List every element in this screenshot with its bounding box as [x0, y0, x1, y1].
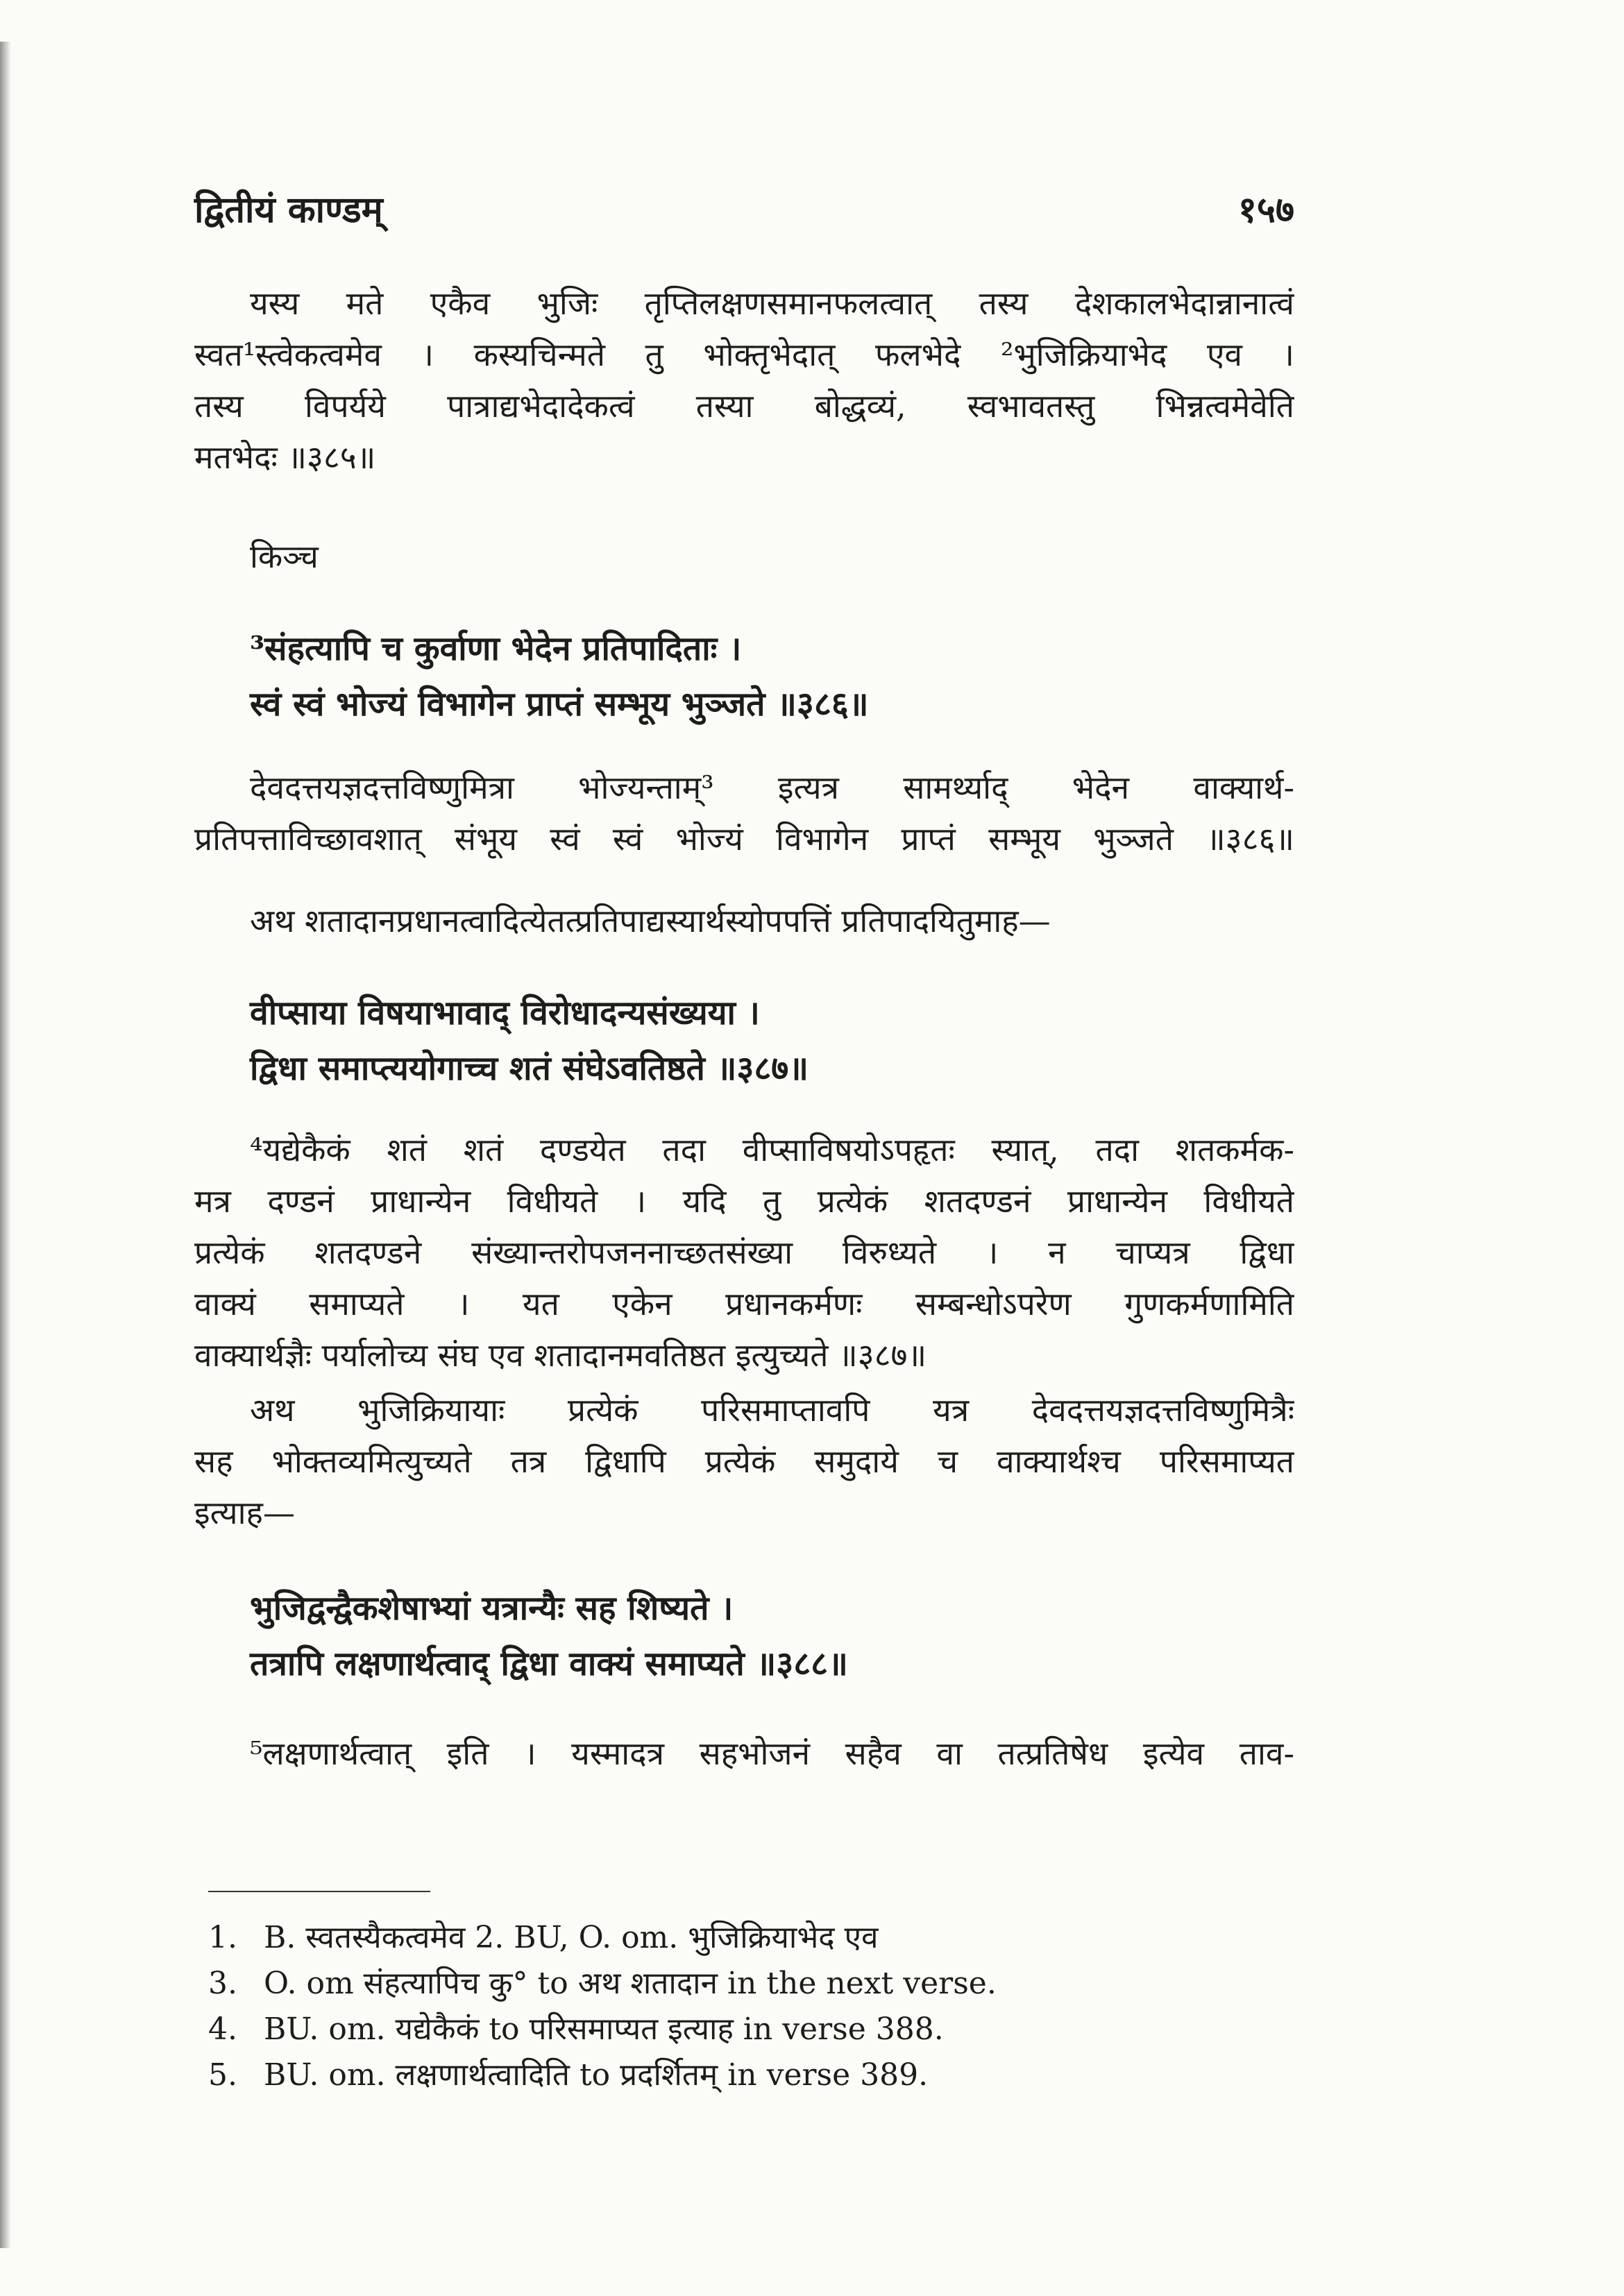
- introductory-paragraph-388: [194, 1384, 1294, 1538]
- text-line: ⁴यद्येकैकं शतं शतं दण्डयेत तदा वीप्साविषयोऽपहृतः स्यात्, तदा शतकर्मक-: [250, 1131, 1294, 1168]
- running-head: द्वितीयं काण्डम्: [194, 189, 383, 231]
- commentary-paragraph-387: [194, 1124, 1294, 1381]
- footnote-text: BU. om. लक्षणार्थत्वादिति to प्रदर्शितम् in verse 389.: [264, 2057, 929, 2093]
- footnote-text: B. स्वतस्यैकत्वमेव 2. BU, O. om. भुजिक्रियाभेद एव: [264, 1920, 879, 1955]
- verse-line: वीप्साया विषयाभावाद् विरोधादन्यसंख्यया ।: [250, 994, 760, 1032]
- verse-386: [250, 621, 1291, 732]
- commentary-paragraph-385: [194, 278, 1294, 483]
- footnote: [208, 2007, 1291, 2052]
- commentary-paragraph-388: [194, 1728, 1294, 1779]
- footnote: [208, 1961, 1291, 2007]
- text-line: इत्याह—: [194, 1494, 295, 1531]
- text-line: मत्र दण्डनं प्राधान्येन विधीयते । यदि तु प्रत्येकं शतदण्डनं प्राधान्येन विधीयते: [194, 1182, 1294, 1220]
- text-line: मतभेदः ॥३८५॥: [194, 439, 376, 476]
- scan-edge: [0, 42, 11, 2248]
- footnote-number: 1.: [208, 1920, 237, 1955]
- text-line: प्रत्येकं शतदण्डने संख्यान्तरोपजननाच्छतसंख्या विरुध्यते । न चाप्यत्र द्विधा: [194, 1234, 1294, 1271]
- footnote: [208, 1915, 1291, 1961]
- verse-line: भुजिद्वन्द्वैकशेषाभ्यां यत्रान्यैः सह शिष्यते ।: [250, 1589, 734, 1628]
- footnote-number: 4.: [208, 2012, 237, 2047]
- text-line: प्रतिपत्ताविच्छावशात् संभूय स्वं स्वं भोज्यं विभागेन प्राप्तं सम्भूय भुञ्जते ॥३८६॥: [194, 820, 1294, 858]
- page-header: [194, 184, 1294, 232]
- verse-line: स्वं स्वं भोज्यं विभागेन प्राप्तं सम्भूय भुञ्जते ॥३८६॥: [250, 685, 869, 724]
- footnote-rule: [208, 1891, 430, 1892]
- text-line: वाक्यार्थज्ञैः पर्यालोच्य संघ एव शतादानमवतिष्ठत इत्युच्यते ॥३८७॥: [194, 1336, 927, 1374]
- footnote-text: BU. om. यद्येकैकं to परिसमाप्यत इत्याह in verse 388.: [264, 2012, 944, 2047]
- text-line: देवदत्तयज्ञदत्तविष्णुमित्रा भोज्यन्ताम्³ इत्यत्र सामर्थ्याद् भेदेन वाक्यार्थ-: [250, 769, 1294, 806]
- text-line: स्वत¹स्त्वेकत्वमेव । कस्यचिन्मते तु भोक्तृभेदात् फलभेदे ²भुजिक्रियाभेद एव ।: [194, 336, 1294, 373]
- kinca-word: किञ्च: [250, 538, 319, 575]
- footnotes: [208, 1915, 1291, 2098]
- footnote-text: O. om संहत्यापिच कु° to अथ शतादान in the next verse.: [264, 1966, 997, 2001]
- text-line: यस्य मते एकैव भुजिः तृप्तिलक्षणसमानफलत्वात् तस्य देशकालभेदान्नानात्वं: [250, 284, 1294, 322]
- text-line: ⁵लक्षणार्थत्वात् इति । यस्मादत्र सहभोजनं सहैव वा तत्प्रतिषेध इत्येव ताव-: [250, 1735, 1294, 1772]
- footnote: [208, 2052, 1291, 2098]
- commentary-paragraph-386: [194, 762, 1294, 865]
- text-line: अथ भुजिक्रियायाः प्रत्येकं परिसमाप्तावपि यत्र देवदत्तयज्ञदत्तविष्णुमित्रैः: [250, 1391, 1294, 1429]
- verse-387: [250, 985, 1291, 1096]
- introductory-line-387: [194, 895, 1294, 946]
- verse-388: [250, 1581, 1291, 1692]
- text-line: सह भोक्तव्यमित्युच्यते तत्र द्विधापि प्रत्येकं समुदाये च वाक्यार्थश्च परिसमाप्यत: [194, 1443, 1294, 1480]
- verse-line: द्विधा समाप्त्ययोगाच्च शतं संघेऽवतिष्ठते ॥३८७॥: [250, 1049, 809, 1088]
- verse-line: ³संहत्यापि च कुर्वाणा भेदेन प्रतिपादिताः ।: [250, 629, 742, 668]
- text-line: वाक्यं समाप्यते । यत एकेन प्रधानकर्मणः सम्बन्धोऽपरेण गुणकर्मणामिति: [194, 1285, 1294, 1323]
- page-number: १५७: [1237, 189, 1294, 231]
- footnote-number: 5.: [208, 2057, 237, 2093]
- text-line: तस्य विपर्यये पात्राद्यभेदादेकत्वं तस्या बोद्धव्यं, स्वभावतस्तु भिन्नत्वमेवेति: [194, 387, 1294, 425]
- verse-line: तत्रापि लक्षणार्थत्वाद् द्विधा वाक्यं समाप्यते ॥३८८॥: [250, 1644, 848, 1683]
- text-line: अथ शतादानप्रधानत्वादित्येतत्प्रतिपाद्यस्यार्थस्योपपत्तिं प्रतिपादयितुमाह—: [250, 902, 1051, 939]
- footnote-number: 3.: [208, 1966, 237, 2001]
